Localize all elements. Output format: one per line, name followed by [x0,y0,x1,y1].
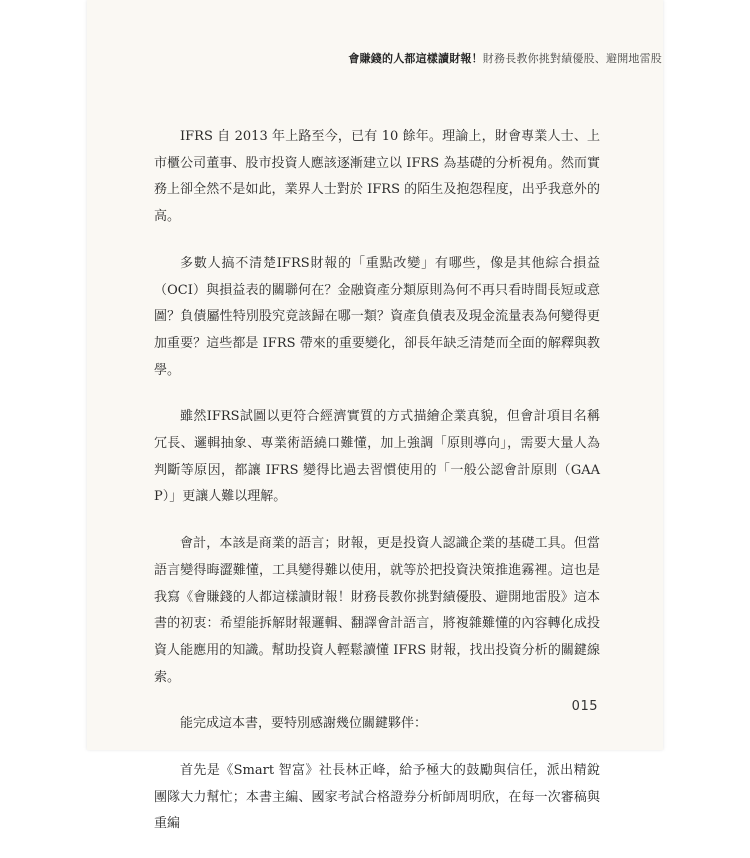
paragraph-thanks-intro: 能完成這本書，要特別感謝幾位關鍵夥伴： [180,716,428,732]
paragraph-book-purpose: 會計，本該是商業的語言；財報，更是投資人認識企業的基礎工具。但當語言變得晦澀難懂，工具變得難以使用，就等於把投資決策推進霧裡。這也是我寫《會賺錢的人都這樣讀財報！財務長教你挑對績優股、避開地雷股》這本書的初衷：希望能拆解財報邏輯、翻譯會計語言，將複雜難懂的內容轉化成投資人能應用的知識。幫助投資人輕鬆讀懂 IFRS 財報，找出投資分析的關鍵線索。 [154,536,600,685]
running-header [348,50,662,66]
body-text [154,124,600,858]
paragraph-complexity: 雖然IFRS試圖以更符合經濟實質的方式描繪企業真貌，但會計項目名稱冗長、邏輯抽象、專業術語繞口難懂，加上強調「原則導向」，需要大量人為判斷等原因，都讓 IFRS 變得比過去習慣使用的「一般公認會計原則（GAAP）」更讓人難以理解。 [154,409,600,505]
paragraph-key-changes: 多數人搞不清楚IFRS財報的「重點改變」有哪些，像是其他綜合損益（OCI）與損益表的關聯何在？金融資產分類原則為何不再只看時間長短或意圖？負債屬性特別股究竟該歸在哪一類？資產負債表及現金流量表為何變得更加重要？這些都是 IFRS 帶來的重要變化，卻長年缺乏清楚而全面的解釋與教學。 [154,255,600,378]
book-subtitle: 財務長教你挑對績優股、避開地雷股 [482,52,662,65]
book-title: 會賺錢的人都這樣讀財報！ [348,52,483,65]
paragraph-ifrs-intro: IFRS 自 2013 年上路至今，已有 10 餘年。理論上，財會專業人士、上市櫃公司董事、股市投資人應該逐漸建立以 IFRS 為基礎的分析視角。然而實務上卻全然不是如此，業界人士對於 IFRS 的陌生及抱怨程度，出乎我意外的高。 [154,129,600,225]
paragraph-thanks-publisher: 首先是《Smart 智富》社長林正峰，給予極大的鼓勵與信任，派出精銳團隊大力幫忙；本書主編、國家考試合格證券分析師周明欣，在每一次審稿與重編 [154,763,600,832]
page-number: 015 [571,699,598,714]
